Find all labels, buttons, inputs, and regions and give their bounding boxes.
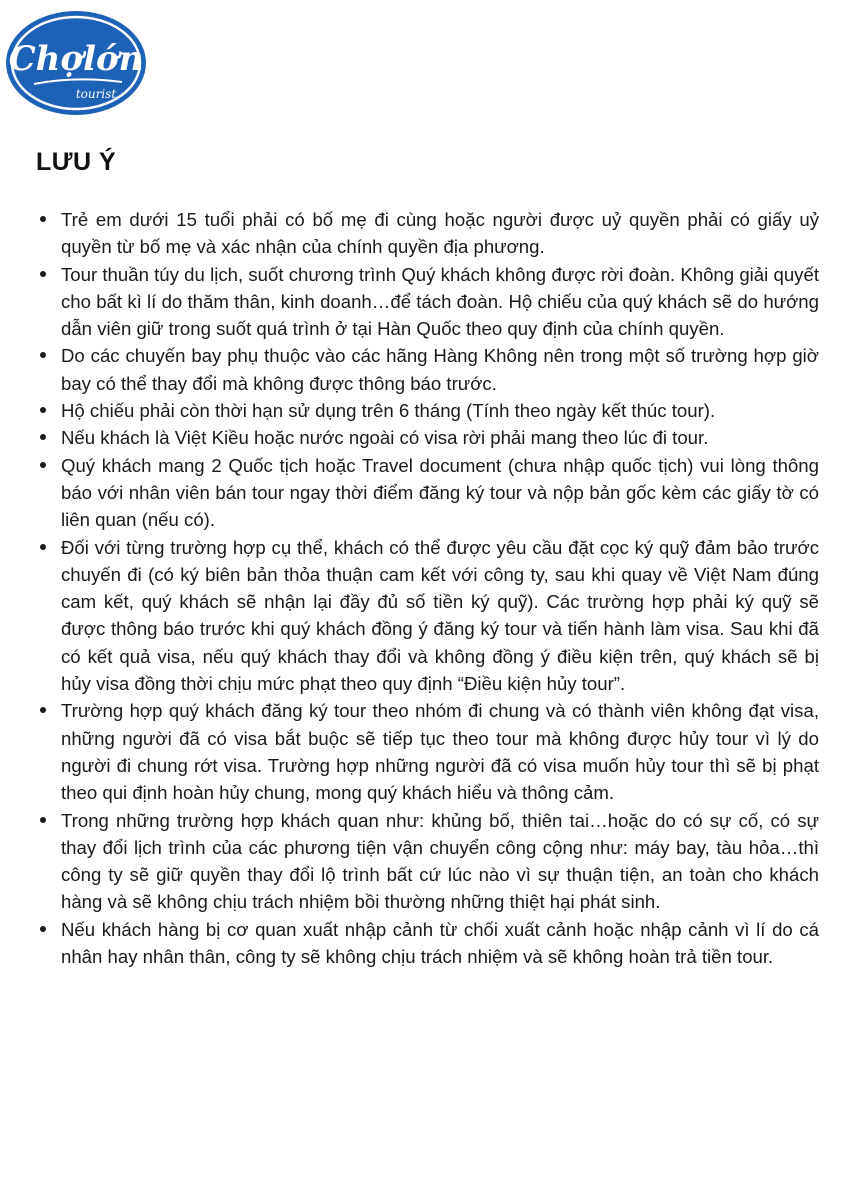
page-title: LƯU Ý (36, 148, 117, 176)
note-text: Tour thuần túy du lịch, suốt chương trình Quý khách không được rời đoàn. Không giải quyết cho bất kì lí do thăm thân, kinh doanh…để tách đoàn. Hộ chiếu của quý khách sẽ do hướng dẫn viên giữ trong suốt quá trình ở tại Hàn Quốc theo quy định của chính quyền. (61, 263, 819, 340)
logo-subtext: tourist (75, 87, 117, 101)
bullet-icon (40, 407, 46, 413)
note-item (61, 397, 819, 424)
note-item (61, 342, 819, 397)
note-item (61, 424, 819, 451)
note-text: Trong những trường hợp khách quan như: khủng bố, thiên tai…hoặc do có sự cố, có sự thay đổi lịch trình của các phương tiện vận chuyển công cộng như: máy bay, tàu hỏa…thì công ty sẽ giữ quyền thay đổi lộ trình bất cứ lúc nào vì sự thuận tiện, an toàn cho khách hàng và sẽ không chịu trách nhiệm bồi thường những thiệt hại phát sinh. (61, 809, 819, 913)
note-item (61, 534, 819, 698)
note-text: Nếu khách là Việt Kiều hoặc nước ngoài có visa rời phải mang theo lúc đi tour. (61, 427, 709, 449)
note-item (61, 807, 819, 916)
note-item (61, 206, 819, 261)
note-text: Trẻ em dưới 15 tuổi phải có bố mẹ đi cùng hoặc người được uỷ quyền phải có giấy uỷ quyền từ bố mẹ và xác nhận của chính quyền địa phương. (61, 209, 819, 258)
bullet-icon (40, 707, 46, 713)
note-text: Trường hợp quý khách đăng ký tour theo nhóm đi chung và có thành viên không đạt visa, những người đã có visa bắt buộc sẽ tiếp tục theo tour mà không được hủy tour vì lý do người đi chung rớt visa. Trường hợp những người đã có visa muốn hủy tour thì sẽ bị phạt theo qui định hoàn hủy chung, mong quý khách hiểu và thông cảm. (61, 700, 819, 804)
bullet-icon (40, 352, 46, 358)
note-text: Do các chuyến bay phụ thuộc vào các hãng Hàng Không nên trong một số trường hợp giờ bay có thể thay đổi mà không được thông báo trước. (61, 345, 819, 394)
cholon-tourist-logo (4, 8, 148, 118)
bullet-icon (40, 462, 46, 468)
note-item (61, 261, 819, 343)
bullet-icon (40, 434, 46, 440)
notes-list (36, 206, 819, 970)
note-item (61, 452, 819, 534)
note-item (61, 697, 819, 806)
bullet-icon (40, 817, 46, 823)
bullet-icon (40, 926, 46, 932)
bullet-icon (40, 271, 46, 277)
bullet-icon (40, 544, 46, 550)
bullet-icon (40, 216, 46, 222)
logo-wordmark: Chợlớn (8, 39, 144, 79)
note-text: Hộ chiếu phải còn thời hạn sử dụng trên 6 tháng (Tính theo ngày kết thúc tour). (61, 400, 716, 422)
note-text: Quý khách mang 2 Quốc tịch hoặc Travel document (chưa nhập quốc tịch) vui lòng thông báo với nhân viên bán tour ngay thời điểm đăng ký tour và nộp bản gốc kèm các giấy tờ có liên quan (nếu có). (61, 454, 819, 531)
note-text: Nếu khách hàng bị cơ quan xuất nhập cảnh từ chối xuất cảnh hoặc nhập cảnh vì lí do cá nhân hay nhân thân, công ty sẽ không chịu trách nhiệm và sẽ không hoàn trả tiền tour. (61, 918, 819, 968)
note-text: Đối với từng trường hợp cụ thể, khách có thể được yêu cầu đặt cọc ký quỹ đảm bảo trước chuyến đi (có ký biên bản thỏa thuận cam kết với công ty, sau khi quay về Việt Nam đúng cam kết, quý khách sẽ nhận lại đầy đủ số tiền ký quỹ). Các trường hợp phải ký quỹ sẽ được thông báo trước khi quý khách đồng ý đăng ký tour và tiến hành làm visa. Sau khi đã có kết quả visa, nếu quý khách thay đổi và không đồng ý điều kiện trên, quý khách sẽ bị hủy visa đồng thời chịu mức phạt theo quy định “Điều kiện hủy tour”. (61, 536, 819, 695)
note-item (61, 916, 819, 971)
